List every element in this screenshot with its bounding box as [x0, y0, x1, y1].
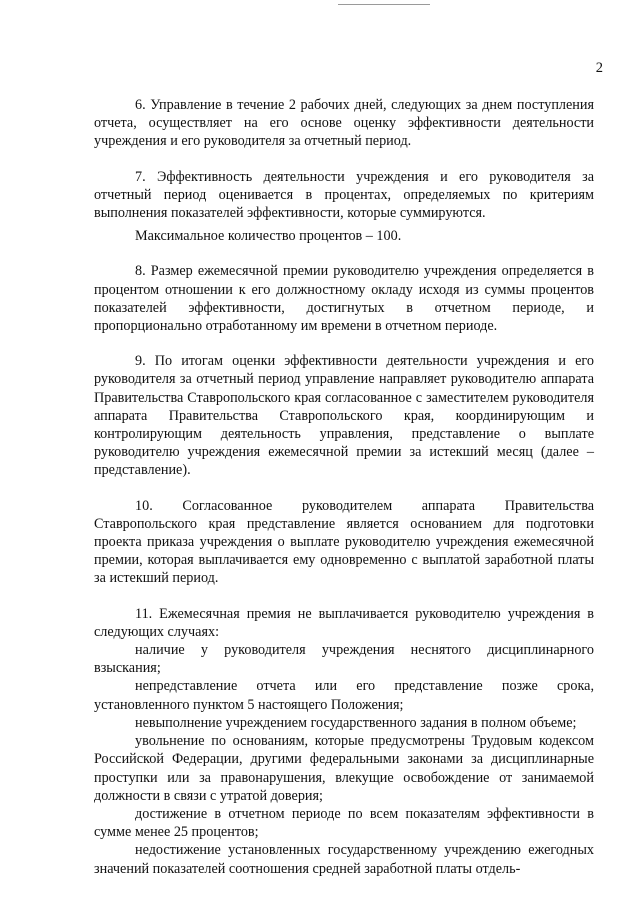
paragraph-8: 8. Размер ежемесячной премии руководителю учреждения определяется в процентом отношении к его должностному окладу исходя из суммы процентов показателей эффективности, достигнутых в отчетном периоде, и пропорционально отработанному им времени в отчетном периоде.	[94, 263, 594, 335]
paragraph-7: 7. Эффективность деятельности учреждения и его руководителя за отчетный период оценивается в процентах, определяемых по критериям выполнения показателей эффективности, которые суммируются.	[94, 168, 594, 222]
scan-artifact-line	[338, 4, 430, 5]
paragraph-9: 9. По итогам оценки эффективности деятельности учреждения и его руководителя за отчетный период управление направляет руководителю аппарата Правительства Ставропольского края согласованное с заместителем руководителя аппарата Правительства Ставропольского края, координирующим и контролирующим деятельность управления, представление о выплате руководителю учреждения ежемесячной премии за истекший месяц (далее – представление).	[94, 353, 594, 479]
list-item: непредставление отчета или его представление позже срока, установленного пунктом 5 настоящего Положения;	[94, 678, 594, 713]
page-number: 2	[595, 60, 603, 76]
paragraph-6: 6. Управление в течение 2 рабочих дней, следующих за днем поступления отчета, осуществляет на его основе оценку эффективности деятельности учреждения и его руководителя за отчетный период.	[94, 97, 594, 150]
paragraph-11: 11. Ежемесячная премия не выплачивается руководителю учреждения в следующих случаях:	[94, 605, 594, 640]
list-item: увольнение по основаниям, которые предусмотрены Трудовым кодексом Российской Федерации, другими федеральными законами за дисциплинарные проступки или за правонарушения, влекущие освобождение от занимаемой должности в связи с утратой доверия;	[94, 733, 594, 804]
list-item: недостижение установленных государственному учреждению ежегодных значений показателей соотношения средней заработной платы отдель-	[94, 842, 594, 877]
list-item: невыполнение учреждением государственного задания в полном объеме;	[135, 714, 577, 731]
document-body	[94, 96, 594, 878]
list-item: наличие у руководителя учреждения неснятого дисциплинарного взыскания;	[94, 642, 594, 677]
list-item: достижение в отчетном периоде по всем показателям эффективности в сумме менее 25 процентов;	[94, 805, 594, 841]
paragraph-10: 10. Согласованное руководителем аппарата Правительства Ставропольского края представление является основанием для подготовки проекта приказа учреждения о выплате руководителю учреждения ежемесячной премии, которая выплачивается ему одновременно с выплатой заработной платы за истекший период.	[94, 497, 594, 587]
paragraph-7-max-percent: Максимальное количество процентов – 100.	[135, 228, 402, 245]
